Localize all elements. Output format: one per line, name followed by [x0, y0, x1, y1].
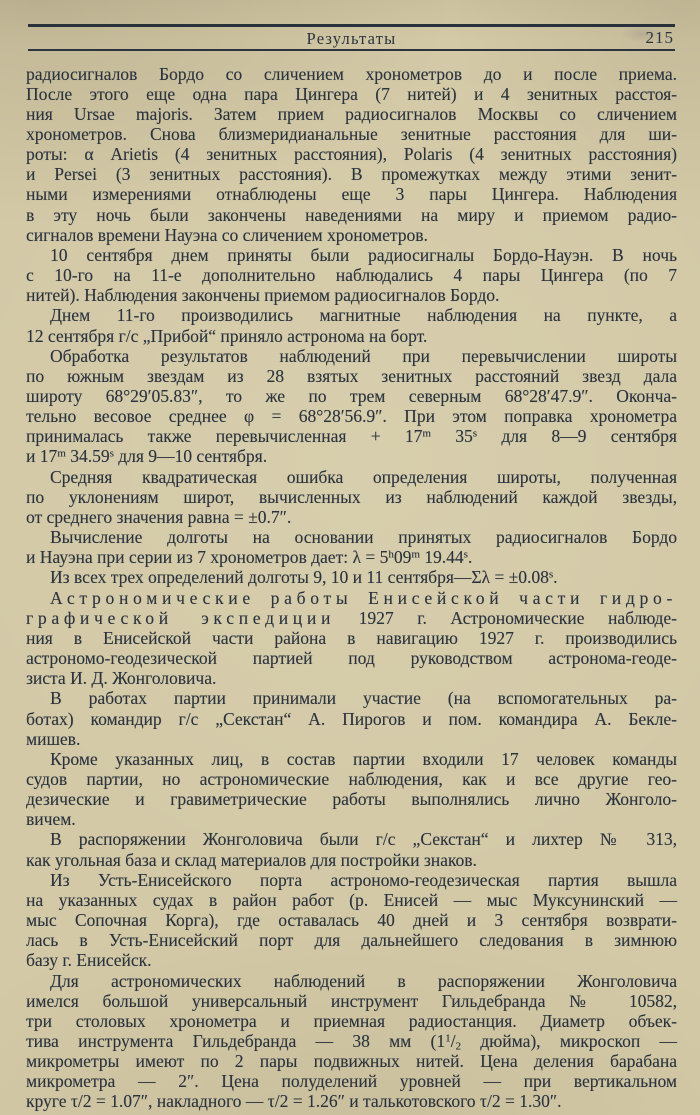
- text-line: Для астрономических наблюдений в распоряжении Жонголовича: [50, 970, 677, 991]
- text-segment: принималась также перевычисленная + 17: [26, 426, 423, 447]
- text-line: [26, 608, 677, 628]
- text-line: и Persei (3 зенитных расстояния). В промежутках между этими зенит-: [26, 164, 677, 185]
- text-line: [26, 1031, 677, 1051]
- text-line: [26, 588, 677, 608]
- text-line: 12 сентября г/с „Прибой“ приняло астронома на борт.: [26, 325, 428, 346]
- text-segment: Из всех трех определений долготы 9, 10 и 11 сентября—Σλ = ±0.08: [50, 567, 549, 588]
- paragraph: [26, 829, 677, 869]
- text-line: Днем 11-го производились магнитные наблюдения на пункте, а: [50, 305, 677, 326]
- text-line: радиосигналов Бордо со сличением хронометров до и после приема.: [26, 63, 677, 84]
- superscript: 1: [445, 1032, 451, 1045]
- text-segment: и 17: [26, 446, 58, 467]
- superscript: s: [109, 447, 114, 460]
- text-line: 10 сентября днем приняты были радиосигналы Бордо-Науэн. В ночь: [50, 244, 677, 265]
- text-line: имелся большой универсальный инструмент Гильдебранда № 10582,: [26, 990, 677, 1011]
- text-segment: 09: [393, 547, 412, 568]
- body-text: [0, 51, 700, 1112]
- text-line: сигналов времени Науэна со сличением хронометров.: [26, 224, 428, 245]
- text-line: мыс Сопочная Корга), где оставалась 40 дней и 3 сентября возврати-: [26, 910, 677, 931]
- text-line: Средняя квадратическая ошибка определения широты, полученная: [50, 466, 677, 487]
- superscript: h: [388, 548, 394, 561]
- paragraph: [26, 346, 677, 467]
- paragraph: [26, 64, 677, 245]
- text-line: круге τ/2 = 1.07″, накладного — τ/2 = 1.26″ и талькотовского τ/2 = 1.30″.: [26, 1091, 562, 1112]
- text-line: в эту ночь были закончены наведениями на миру и приемом радио-: [26, 204, 677, 225]
- paragraph: [26, 688, 677, 748]
- text-line: тельно весовое среднее φ = 68°28′56.9″. При этом поправка хронометра: [26, 406, 677, 427]
- text-line: на указанных судах в район работ (р. Енисей — мыс Муксунинский —: [26, 889, 677, 910]
- text-line: Из Усть-Енисейского порта астрономо-геодезическая партия вышла: [50, 869, 677, 890]
- text-line: ными измерениями отнаблюдены еще 3 пары Цингера. Наблюдения: [26, 184, 677, 205]
- text-line: астрономо-геодезической партией под руководством астронома-геоде-: [26, 648, 677, 669]
- letterspaced-text: Астрономические работы Енисейской части гидро-: [50, 587, 677, 608]
- text-line: нитей). Наблюдения закончены приемом радиосигналов Бордо.: [26, 285, 500, 306]
- running-title: Результаты: [306, 29, 397, 48]
- text-segment: дюйма), микроскоп —: [461, 1031, 677, 1051]
- page-header: [0, 0, 700, 51]
- text-segment: для 9—10 сентября.: [113, 446, 268, 467]
- text-line: вичем.: [26, 809, 76, 830]
- text-line: как угольная база и склад материалов для постройки знаков.: [26, 849, 477, 870]
- paragraph: [26, 245, 677, 305]
- superscript: s: [472, 427, 478, 440]
- text-line: широту 68°29′05.83″, то же по трем северным 68°28′47.9″. Оконча-: [26, 386, 677, 406]
- header-row: [28, 27, 675, 49]
- subscript: 2: [455, 1040, 461, 1053]
- superscript: m: [422, 427, 431, 440]
- text-line: Вычисление долготы на основании принятых радиосигналов Бордо: [50, 527, 677, 548]
- text-line: В распоряжении Жонголовича были г/с „Секстан“ и лихтер № 313,: [50, 829, 677, 850]
- text-line: зиста И. Д. Жонголовича.: [26, 668, 217, 689]
- letterspaced-text: графической экспедиции: [26, 607, 336, 628]
- text-line: [26, 446, 677, 466]
- text-line: ботах) командир г/с „Секстан“ А. Пирогов и пом. командира А. Бекле-: [26, 708, 677, 729]
- text-line: лась в Усть-Енисейский порт для дальнейшего следования в зимнюю: [26, 930, 677, 951]
- text-line: три столовых хронометра и приемная радиостанция. Диаметр объек-: [26, 1010, 677, 1031]
- text-line: роты: α Arietis (4 зенитных расстояния), Polaris (4 зенитных расстояния): [26, 144, 677, 165]
- text-line: мишев.: [26, 728, 81, 749]
- text-line: Кроме указанных лиц, в состав партии входили 17 человек команды: [50, 748, 677, 769]
- text-line: В работах партии принимали участие (на вспомогательных ра-: [50, 688, 677, 709]
- text-segment: /: [450, 1031, 456, 1051]
- text-segment: для 8—9 сентября: [477, 426, 677, 447]
- text-segment: .: [553, 567, 558, 588]
- text-line: микрометры имеют по 2 пары подвижных нитей. Цена деления барабана: [26, 1051, 677, 1072]
- text-segment: 1927 г. Астрономические наблюде-: [335, 607, 677, 628]
- paragraph: [26, 749, 677, 830]
- superscript: s: [463, 548, 468, 561]
- text-line: После этого еще одна пара Цингера (7 нитей) и 4 зенитных расстоя-: [26, 83, 677, 104]
- paragraph: [26, 305, 677, 345]
- superscript: m: [411, 548, 420, 561]
- paragraph: [26, 588, 677, 689]
- text-line: ния Ursae majoris. Затем прием радиосигналов Москвы со сличением: [26, 103, 677, 124]
- paragraph: [26, 971, 677, 1112]
- paragraph: [26, 567, 677, 587]
- text-segment: 34.59: [65, 446, 110, 467]
- text-line: дезические и гравиметрические работы выполнялись лично Жонголо-: [26, 789, 677, 810]
- text-line: ния в Енисейской части района в навигацию 1927 г. производились: [26, 627, 677, 648]
- text-segment: и Науэна при серии из 7 хронометров дает: λ = 5: [26, 547, 389, 568]
- text-line: судов партии, но астрономические наблюдения, как и все другие гео-: [26, 768, 677, 789]
- page-number: 215: [645, 28, 674, 47]
- paragraph: [26, 870, 677, 971]
- text-segment: 35: [430, 426, 473, 447]
- paragraph: [26, 527, 677, 567]
- text-line: Обработка результатов наблюдений при перевычислении широты: [50, 345, 677, 366]
- text-line: [26, 547, 677, 567]
- text-line: по уклонениям широт, вычисленных из наблюдений каждой звезды,: [26, 486, 677, 507]
- text-line: по южным звездам из 28 взятых зенитных расстояний звезд дала: [26, 365, 677, 386]
- superscript: s: [548, 568, 554, 581]
- text-line: [26, 567, 677, 587]
- text-line: от среднего значения равна = ±0.7″.: [26, 506, 292, 527]
- text-line: с 10-го на 11-е дополнительно наблюдались 4 пары Цингера (по 7: [26, 265, 677, 286]
- text-line: базу г. Енисейск.: [26, 950, 152, 971]
- text-line: микрометра — 2″. Цена полуделений уровней — при вертикальном: [26, 1071, 677, 1092]
- text-segment: .: [467, 547, 473, 568]
- text-line: [26, 426, 677, 446]
- text-segment: тива инструмента Гильдебранда — 38 мм (1: [26, 1031, 446, 1051]
- text-line: хронометров. Снова близмеридианальные зенитные расстояния для ши-: [26, 123, 677, 144]
- paragraph: [26, 467, 677, 527]
- superscript: m: [57, 447, 66, 460]
- text-segment: 19.44: [419, 547, 464, 568]
